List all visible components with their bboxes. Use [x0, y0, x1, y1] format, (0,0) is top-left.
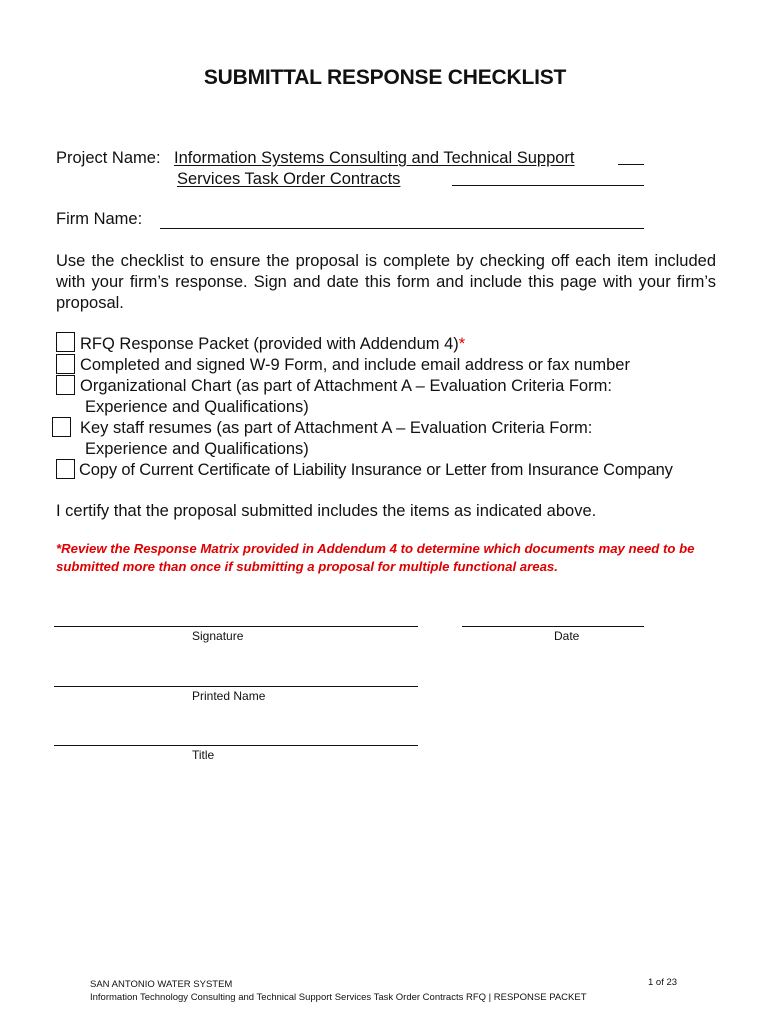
- signature-line[interactable]: [54, 626, 418, 627]
- checkbox-key-staff-resumes[interactable]: [52, 417, 71, 437]
- review-note: *Review the Response Matrix provided in Addendum 4 to determine which documents may need to be submitted more than once if submitting a proposal for multiple functional areas.: [56, 541, 695, 574]
- project-name-value-line1: Information Systems Consulting and Technical Support: [174, 149, 575, 167]
- project-name-underline-end2: [452, 185, 644, 186]
- checklist-item-organizational-chart-line2: Experience and Qualifications): [85, 398, 309, 416]
- project-name-underline-end1: [618, 164, 644, 165]
- checkbox-certificate-of-insurance[interactable]: [56, 459, 75, 479]
- certify-statement: I certify that the proposal submitted includes the items as indicated above.: [56, 502, 597, 520]
- firm-name-label: Firm Name:: [56, 210, 143, 228]
- date-label: Date: [554, 629, 580, 643]
- checklist-item-organizational-chart: Organizational Chart (as part of Attachment A – Evaluation Criteria Form:: [80, 377, 612, 395]
- checkbox-w9-form[interactable]: [56, 354, 75, 374]
- checklist-item-key-staff-resumes: Key staff resumes (as part of Attachment A – Evaluation Criteria Form:: [80, 419, 593, 437]
- firm-name-field[interactable]: [160, 228, 644, 229]
- project-name-value-line2: Services Task Order Contracts: [177, 170, 401, 188]
- title-line[interactable]: [54, 745, 418, 746]
- instructions-paragraph: Use the checklist to ensure the proposal is complete by checking off each item included with your firm’s response. Sign and date this form and include this page with your firm’s proposal.: [56, 252, 716, 312]
- checklist-item-text: RFQ Response Packet (provided with Addendum 4): [80, 335, 459, 353]
- checkbox-rfq-response-packet[interactable]: [56, 332, 75, 352]
- project-name-label: Project Name:: [56, 149, 161, 167]
- title-label: Title: [192, 748, 215, 762]
- footer-page-number: 1 of 23: [648, 977, 678, 988]
- checklist-item-key-staff-resumes-line2: Experience and Qualifications): [85, 440, 309, 458]
- checklist-item-rfq-response-packet: [80, 334, 465, 355]
- checklist-item-w9-form: Completed and signed W-9 Form, and include email address or fax number: [80, 356, 630, 374]
- checkbox-organizational-chart[interactable]: [56, 375, 75, 395]
- footer-organization: SAN ANTONIO WATER SYSTEM: [90, 979, 233, 990]
- signature-label: Signature: [192, 629, 244, 643]
- required-asterisk: *: [458, 335, 466, 353]
- date-line[interactable]: [462, 626, 644, 627]
- printed-name-label: Printed Name: [192, 689, 266, 703]
- footer-document-title: Information Technology Consulting and Technical Support Services Task Order Contracts RFQ | RESPONSE PACKET: [90, 992, 587, 1003]
- printed-name-line[interactable]: [54, 686, 418, 687]
- checklist-item-certificate-of-insurance: Copy of Current Certificate of Liability Insurance or Letter from Insurance Company: [79, 461, 673, 479]
- page-title: SUBMITTAL RESPONSE CHECKLIST: [203, 66, 567, 89]
